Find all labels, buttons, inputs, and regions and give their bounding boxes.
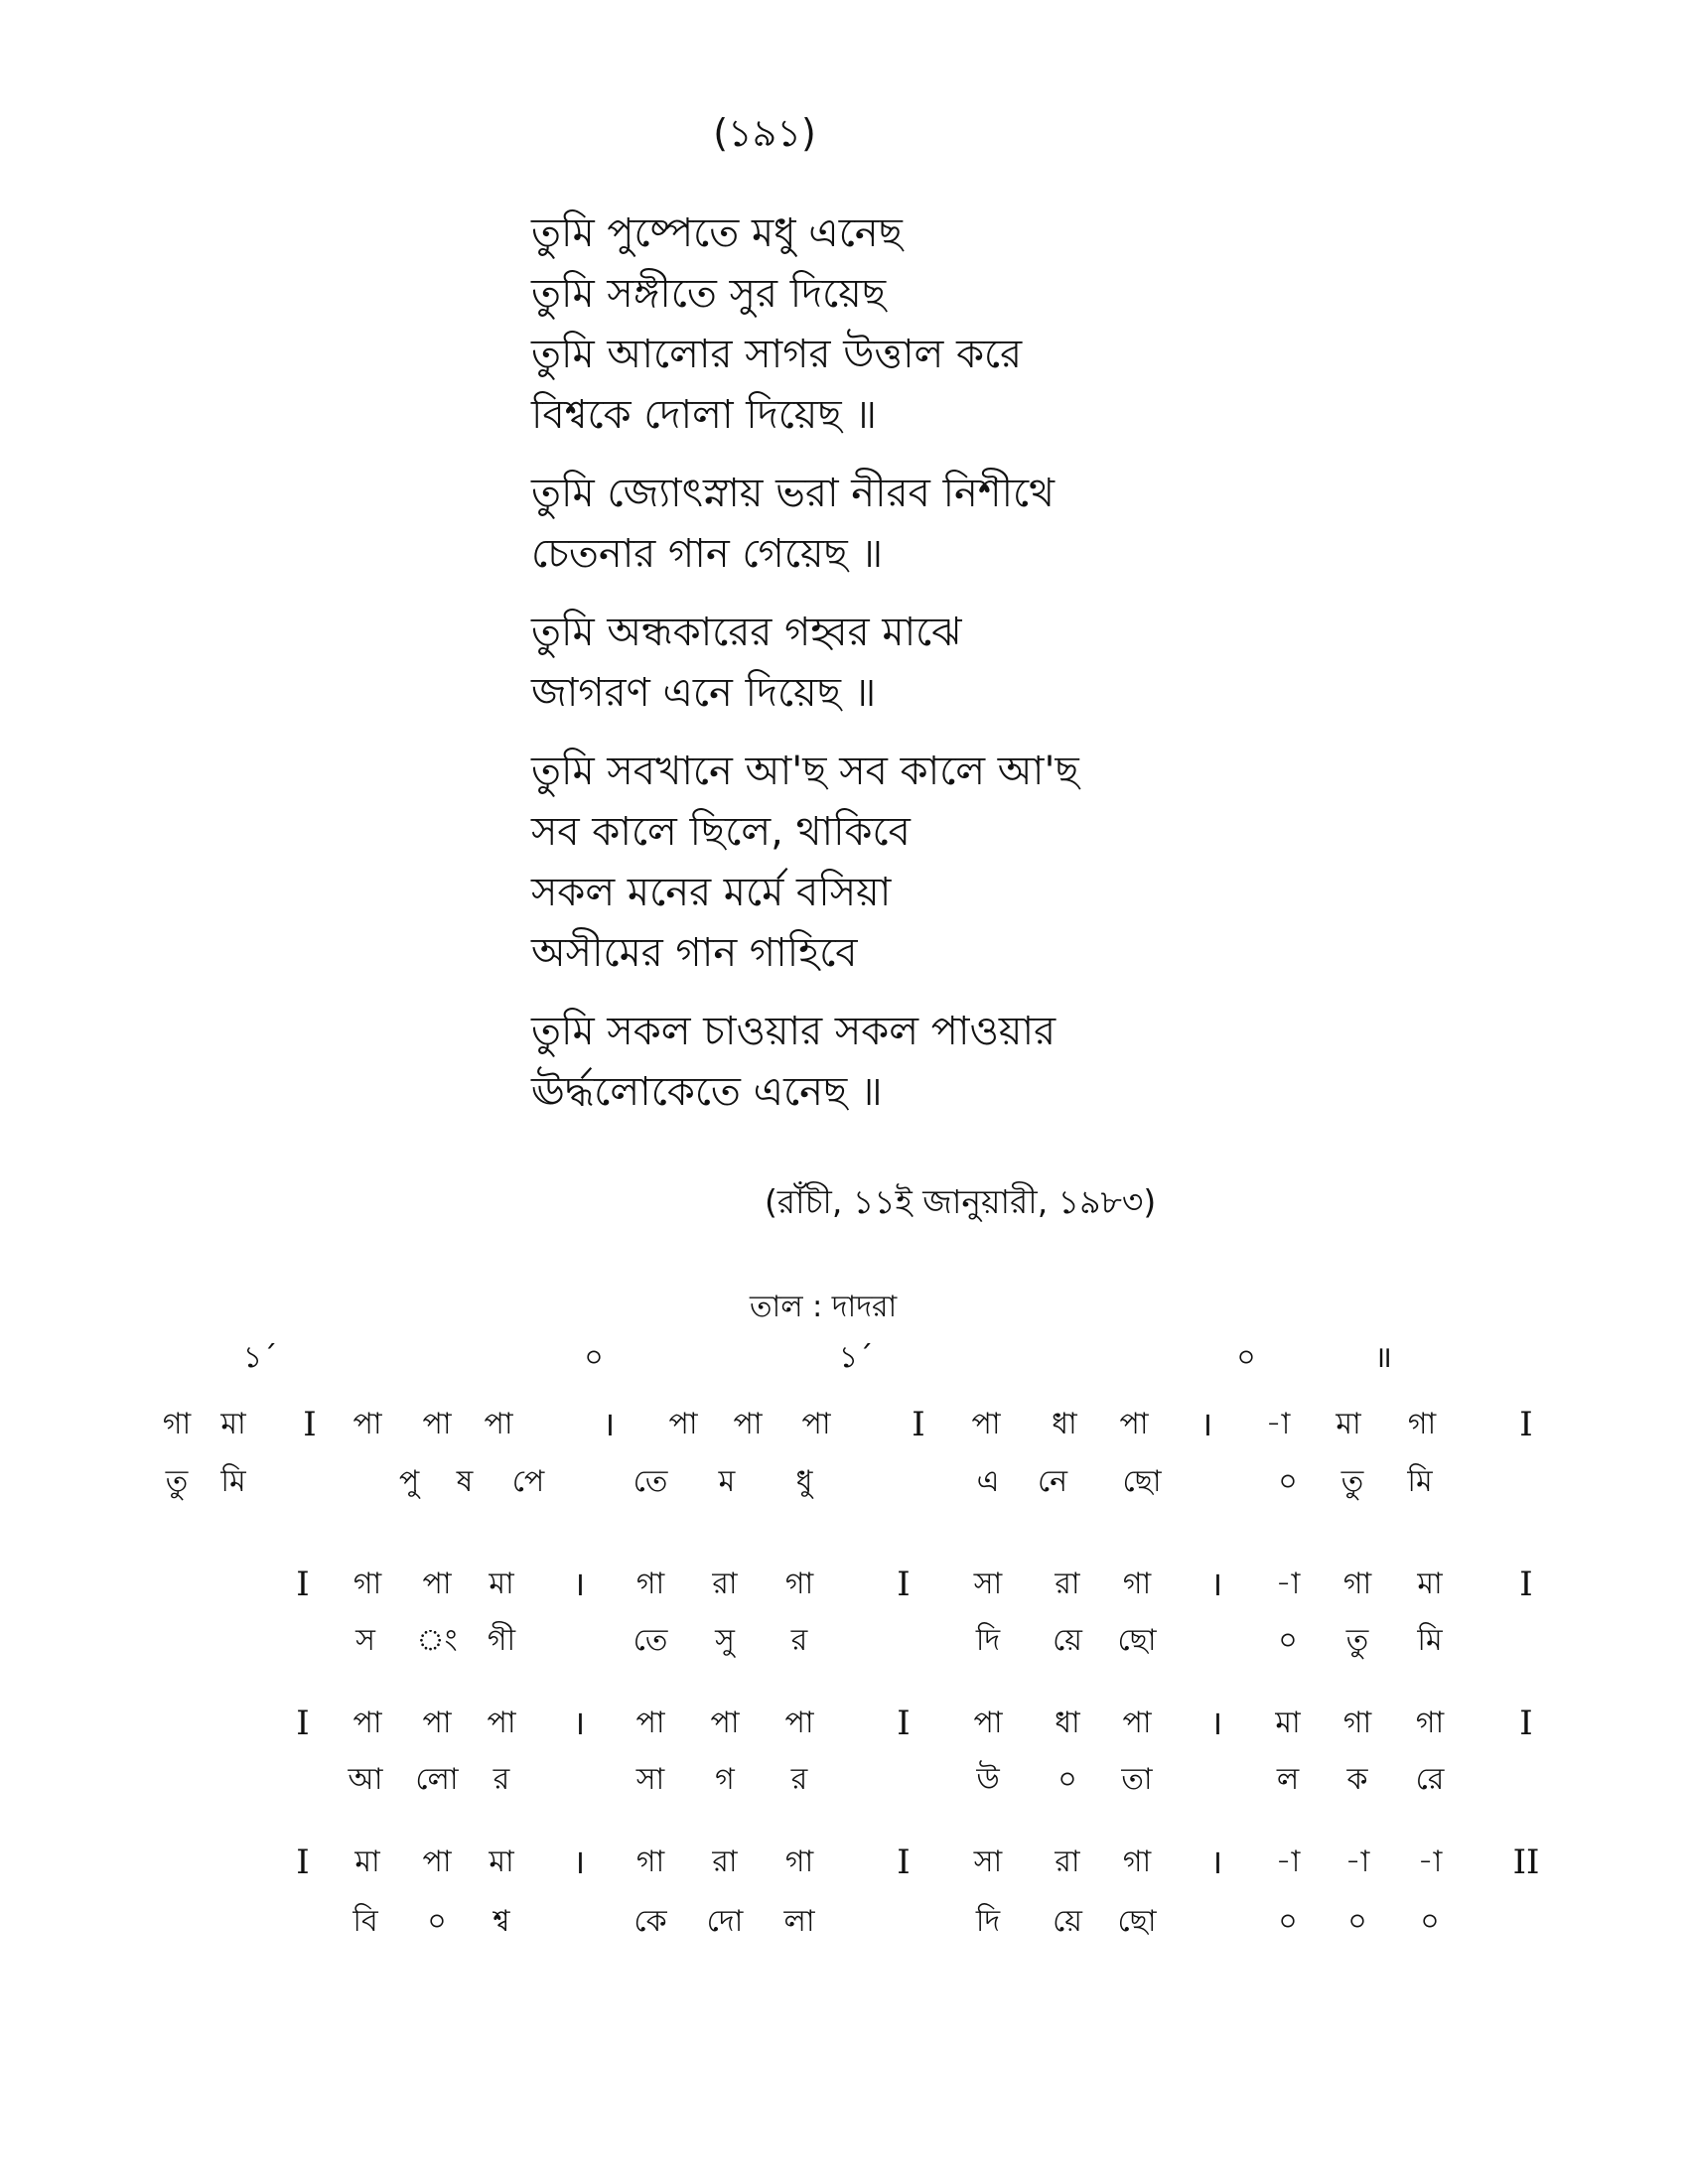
lyric-syllable: বি: [352, 1904, 378, 1939]
lyric-syllable: ০: [427, 1904, 447, 1939]
note-cell: গা: [1122, 1844, 1152, 1879]
poem-line: তুমি সবখানে আ'ছ সব কালে আ'ছ: [531, 749, 1079, 794]
lyric-syllable: ধু: [795, 1464, 813, 1499]
note-cell: পা: [422, 1567, 452, 1601]
lyric-syllable: কে: [633, 1904, 667, 1939]
bar-line: I: [296, 1843, 310, 1882]
page-number: (১৯১): [713, 111, 816, 155]
lyric-syllable: র: [790, 1762, 808, 1797]
lyric-syllable: মি: [220, 1464, 246, 1499]
note-cell: পা: [733, 1407, 763, 1441]
note-cell: সা: [973, 1844, 1003, 1879]
poem-stanza: [531, 204, 1524, 446]
poem-stanza: [531, 464, 1524, 585]
lyric-syllable: শ্ব: [492, 1904, 510, 1939]
poem-stanza: [531, 742, 1524, 984]
lyric-syllable: র: [790, 1623, 808, 1658]
bar-line: I: [912, 1405, 925, 1444]
poem-line: বিশ্বকে দোলা দিয়েছ ॥: [531, 392, 877, 438]
note-cell: রা: [1055, 1567, 1080, 1601]
note-cell: গা: [784, 1567, 814, 1601]
note-cell: -া: [1344, 1844, 1370, 1879]
note-cell: মা: [1417, 1567, 1443, 1601]
lyric-syllable: ক: [1346, 1762, 1368, 1797]
note-cell: পা: [635, 1706, 665, 1740]
bar-line: I: [897, 1704, 911, 1743]
lyric-syllable: লা: [783, 1904, 815, 1939]
note-cell: -া: [1275, 1844, 1301, 1879]
lyric-syllable: ০: [1057, 1762, 1077, 1797]
note-cell: পা: [484, 1407, 513, 1441]
bar-line: ।: [1209, 1843, 1223, 1882]
note-cell: পা: [1119, 1407, 1149, 1441]
note-cell: পা: [710, 1706, 740, 1740]
poem-line: অসীমের গান গাহিবে: [531, 930, 858, 976]
note-cell: গা: [1342, 1706, 1372, 1740]
poem-line: তুমি পুষ্পেতে মধু এনেছ: [531, 210, 903, 256]
beat-mark: ০: [1236, 1340, 1256, 1375]
bar-line: I: [897, 1843, 911, 1882]
lyric-syllable: ম: [718, 1464, 736, 1499]
note-cell: পা: [422, 1706, 452, 1740]
note-cell: পা: [422, 1844, 452, 1879]
lyric-syllable: তে: [633, 1623, 668, 1658]
note-cell: পা: [352, 1407, 382, 1441]
note-cell: পা: [487, 1706, 516, 1740]
lyric-syllable: ছো: [1117, 1904, 1157, 1939]
note-cell: গা: [352, 1567, 382, 1601]
note-cell: পা: [352, 1706, 382, 1740]
lyric-syllable: গ: [715, 1762, 735, 1797]
bar-line: I: [296, 1704, 310, 1743]
note-cell: গা: [1407, 1407, 1437, 1441]
note-cell: পা: [784, 1706, 814, 1740]
beat-mark: ১´: [838, 1340, 874, 1375]
lyric-syllable: ং: [416, 1623, 458, 1658]
poem-line: চেতনার গান গেয়েছ ॥: [531, 531, 884, 577]
note-cell: রা: [712, 1844, 738, 1879]
note-cell: পা: [971, 1407, 1001, 1441]
lyric-syllable: পু: [398, 1464, 420, 1499]
note-cell: গা: [162, 1407, 192, 1441]
bar-line: I: [296, 1565, 310, 1604]
lyric-syllable: মি: [1417, 1623, 1443, 1658]
beat-mark: ০: [584, 1340, 604, 1375]
note-cell: মা: [354, 1844, 380, 1879]
lyric-syllable: ছো: [1122, 1464, 1162, 1499]
bar-line: ।: [1209, 1565, 1223, 1604]
note-cell: গা: [1342, 1567, 1372, 1601]
bar-line: ।: [602, 1405, 616, 1444]
lyric-syllable: দো: [706, 1904, 744, 1939]
poem: [531, 204, 1524, 1141]
poem-line: তুমি আলোর সাগর উত্তাল করে: [531, 332, 1023, 377]
note-cell: পা: [1122, 1706, 1152, 1740]
lyric-syllable: লো: [415, 1762, 459, 1797]
lyric-syllable: রে: [1415, 1762, 1445, 1797]
note-cell: ধা: [1052, 1407, 1077, 1441]
note-cell: পা: [668, 1407, 698, 1441]
note-cell: গা: [784, 1844, 814, 1879]
lyric-syllable: সু: [715, 1623, 735, 1658]
lyric-syllable: উ: [976, 1762, 1000, 1797]
lyric-syllable: ০: [1278, 1623, 1298, 1658]
tal-label: তাল : দাদরা: [750, 1290, 898, 1324]
lyric-syllable: স: [355, 1623, 375, 1658]
lyric-syllable: য়ে: [1053, 1623, 1082, 1658]
poem-stanza: [531, 1002, 1524, 1123]
poem-line: ঊর্দ্ধলোকেতে এনেছ ॥: [531, 1069, 883, 1115]
lyric-syllable: তু: [1345, 1623, 1369, 1658]
note-cell: মা: [220, 1407, 246, 1441]
bar-line: ।: [1199, 1405, 1213, 1444]
note-cell: রা: [1055, 1844, 1080, 1879]
lyric-syllable: য়ে: [1053, 1904, 1082, 1939]
lyric-syllable: দি: [975, 1623, 1001, 1658]
note-cell: -া: [1265, 1407, 1291, 1441]
lyric-syllable: মি: [1407, 1464, 1433, 1499]
lyric-syllable: ল: [1276, 1762, 1300, 1797]
note-cell: মা: [489, 1844, 514, 1879]
note-cell: মা: [1336, 1407, 1361, 1441]
bar-line: I: [303, 1405, 317, 1444]
bar-line: I: [1519, 1565, 1533, 1604]
bar-line: I: [897, 1565, 911, 1604]
lyric-syllable: তু: [1340, 1464, 1364, 1499]
lyric-syllable: র: [492, 1762, 510, 1797]
note-cell: মা: [489, 1567, 514, 1601]
poem-line: তুমি সঙ্গীতে সুর দিয়েছ: [531, 271, 887, 317]
lyric-syllable: দি: [975, 1904, 1001, 1939]
lyric-syllable: তু: [165, 1464, 189, 1499]
bar-line: ।: [572, 1565, 586, 1604]
bar-line: ।: [572, 1704, 586, 1743]
bar-line: I: [1519, 1405, 1533, 1444]
lyric-syllable: ০: [1420, 1904, 1440, 1939]
note-cell: ধা: [1055, 1706, 1080, 1740]
note-cell: পা: [801, 1407, 831, 1441]
note-cell: পা: [422, 1407, 452, 1441]
lyric-syllable: ০: [1278, 1904, 1298, 1939]
beat-mark: ১´: [242, 1340, 278, 1375]
lyric-syllable: ০: [1278, 1464, 1298, 1499]
bar-line: II: [1512, 1843, 1540, 1882]
bar-line: ।: [1209, 1704, 1223, 1743]
note-cell: গা: [1122, 1567, 1152, 1601]
note-cell: মা: [1275, 1706, 1301, 1740]
poem-line: সকল মনের মর্মে বসিয়া: [531, 870, 892, 915]
poem-line: জাগরণ এনে দিয়েছ ॥: [531, 670, 877, 716]
note-cell: গা: [635, 1844, 665, 1879]
lyric-syllable: তে: [633, 1464, 668, 1499]
lyric-syllable: তা: [1121, 1762, 1153, 1797]
lyric-syllable: সা: [635, 1762, 665, 1797]
lyric-syllable: আ: [348, 1762, 383, 1797]
note-cell: গা: [1415, 1706, 1445, 1740]
lyric-syllable: এ: [976, 1464, 1000, 1499]
note-cell: রা: [712, 1567, 738, 1601]
poem-line: তুমি সকল চাওয়ার সকল পাওয়ার: [531, 1009, 1056, 1054]
note-cell: -া: [1417, 1844, 1443, 1879]
poem-line: সব কালে ছিলে, থাকিবে: [531, 809, 911, 855]
note-cell: পা: [973, 1706, 1003, 1740]
lyric-syllable: পে: [511, 1464, 545, 1499]
beat-mark: ॥: [1374, 1340, 1392, 1375]
note-cell: সা: [973, 1567, 1003, 1601]
lyric-syllable: ছো: [1117, 1623, 1157, 1658]
lyric-syllable: গী: [487, 1623, 516, 1658]
bar-line: ।: [572, 1843, 586, 1882]
lyric-syllable: ষ: [456, 1464, 474, 1499]
note-cell: -া: [1275, 1567, 1301, 1601]
bar-line: I: [1519, 1704, 1533, 1743]
lyric-syllable: ০: [1347, 1904, 1367, 1939]
poem-stanza: [531, 603, 1524, 724]
lyric-syllable: নে: [1037, 1464, 1068, 1499]
poem-line: তুমি জ্যোৎস্নায় ভরা নীরব নিশীথে: [531, 471, 1055, 516]
poem-line: তুমি অন্ধকারের গহ্বর মাঝে: [531, 610, 962, 655]
note-cell: গা: [635, 1567, 665, 1601]
place-date: (রাঁচী, ১১ই জানুয়ারী, ১৯৮৩): [765, 1182, 1157, 1221]
